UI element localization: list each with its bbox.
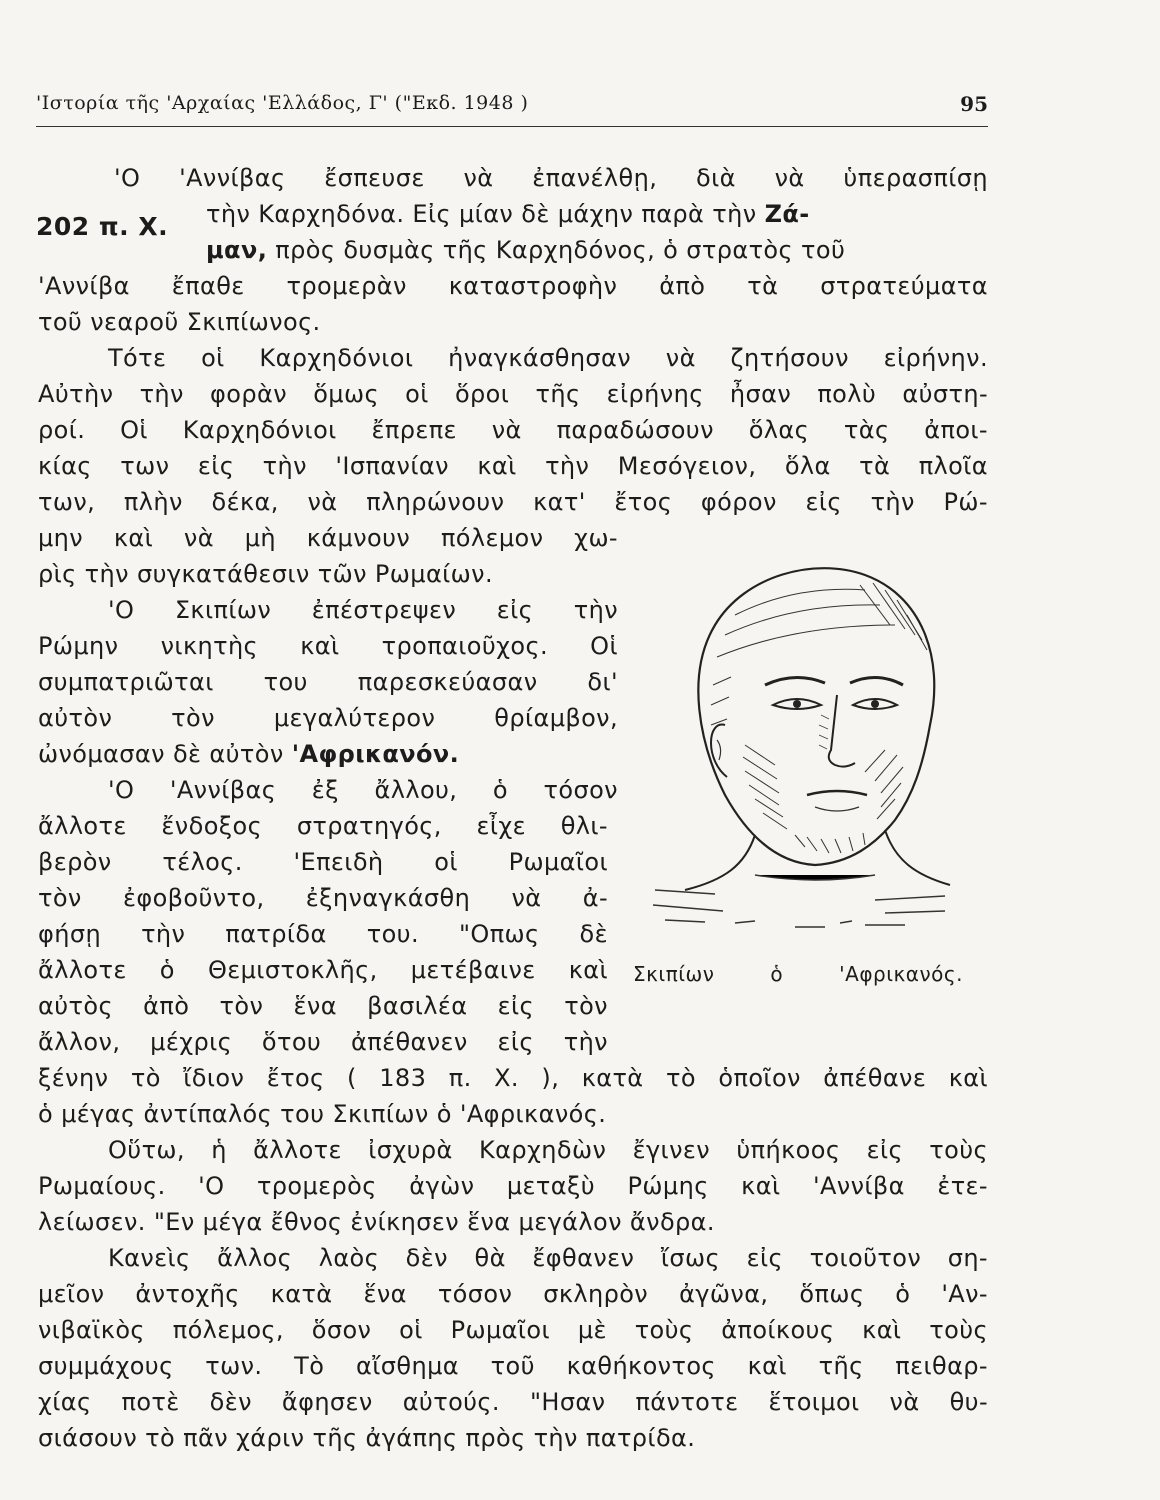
running-title: 'Ιστορία τῆς 'Αρχαίας 'Ελλάδος, Γ' ("Εκδ. 1948 ) <box>36 92 529 114</box>
text-line: αὐτὸς ἀπὸ τὸν ἕνα βασιλέα εἰς τὸν <box>38 992 608 1020</box>
text-segment: τὴν Καρχηδόνα. Εἰς μίαν δὲ μάχην παρὰ τὴν <box>206 200 757 228</box>
text-line: ξένην τὸ ἴδιον ἔτος ( 183 π. Χ. ), κατὰ τὸ ὁποῖον ἀπέθανε καὶ <box>38 1064 988 1092</box>
text-line: ἄλλοτε ἔνδοξος στρατηγός, εἶχε θλι- <box>38 812 608 840</box>
text-line: 'Ο Σκιπίων ἐπέστρεψεν εἰς τὴν <box>108 596 618 624</box>
text-line: 'Ο 'Αννίβας ἐξ ἄλλου, ὁ τόσον <box>108 776 618 804</box>
place-name-bold: Ζά- <box>764 200 810 228</box>
text-line: Τότε οἱ Καρχηδόνιοι ἠναγκάσθησαν νὰ ζητήσουν εἰρήνην. <box>108 344 988 372</box>
text-line: βερὸν τέλος. 'Επειδὴ οἱ Ρωμαῖοι <box>38 848 608 876</box>
text-line <box>206 232 988 268</box>
place-name-bold: μαν, <box>206 236 268 264</box>
figure-caption: Σκιπίων ὁ 'Αφρικανός. <box>633 962 963 986</box>
text-segment: πρὸς δυσμὰς τῆς Καρχηδόνος, ὁ στρατὸς τοῦ <box>275 236 846 264</box>
text-line: χίας ποτὲ δὲν ἄφησεν αὐτούς. "Ησαν πάντοτε ἕτοιμοι νὰ θυ- <box>38 1388 988 1416</box>
text-line: φήσῃ τὴν πατρίδα του. "Οπως δὲ <box>38 920 608 948</box>
text-line: 'Ο 'Αννίβας ἔσπευσε νὰ ἐπανέλθῃ, διὰ νὰ ὑπερασπίσῃ <box>114 164 988 192</box>
text-line: Ρωμαίους. 'Ο τρομερὸς ἀγὼν μεταξὺ Ρώμης καὶ 'Αννίβα ἐτε- <box>38 1172 988 1200</box>
text-line: ροί. Οἱ Καρχηδόνιοι ἔπρεπε νὰ παραδώσουν ὅλας τὰς ἀποι- <box>38 416 988 444</box>
text-line: σιάσουν τὸ πᾶν χάριν τῆς ἀγάπης πρὸς τὴν πατρίδα. <box>38 1424 696 1452</box>
epithet-bold: 'Αφρικανόν. <box>291 740 460 768</box>
text-line: Ρώμην νικητὴς καὶ τροπαιοῦχος. Οἱ <box>38 632 618 660</box>
text-line: τὸν ἐφοβοῦντο, ἐξηναγκάσθη νὰ ἀ- <box>38 884 608 912</box>
text-line: μεῖον ἀντοχῆς κατὰ ἕνα τόσον σκληρὸν ἀγῶνα, ὅπως ὁ 'Αν- <box>38 1280 988 1308</box>
text-line: ὁ μέγας ἀντίπαλός του Σκιπίων ὁ 'Αφρικανός. <box>38 1100 607 1128</box>
text-line: 'Αννίβα ἔπαθε τρομερὰν καταστροφὴν ἀπὸ τὰ στρατεύματα <box>38 272 988 300</box>
text-line: νιβαϊκὸς πόλεμος, ὅσον οἱ Ρωμαῖοι μὲ τοὺς ἀποίκους καὶ τοὺς <box>38 1316 988 1344</box>
text-line: τοῦ νεαροῦ Σκιπίωνος. <box>38 308 321 336</box>
page-header <box>36 92 988 127</box>
text-line: Κανεὶς ἄλλος λαὸς δὲν θὰ ἔφθανεν ἴσως εἰς τοιοῦτον ση- <box>108 1244 988 1272</box>
text-line: ἄλλον, μέχρις ὅτου ἀπέθανεν εἰς τὴν <box>38 1028 608 1056</box>
text-line: λείωσεν. "Εν μέγα ἔθνος ἐνίκησεν ἕνα μεγάλον ἄνδρα. <box>38 1208 715 1236</box>
text-line: Αὐτὴν τὴν φορὰν ὅμως οἱ ὅροι τῆς εἰρήνης ἦσαν πολὺ αὐστη- <box>38 380 988 408</box>
text-line: ἄλλοτε ὁ Θεμιστοκλῆς, μετέβαινε καὶ <box>38 956 608 984</box>
scipio-portrait-illustration <box>645 545 980 945</box>
text-line: ρὶς τὴν συγκατάθεσιν τῶν Ρωμαίων. <box>38 560 494 588</box>
text-line: των, πλὴν δέκα, νὰ πληρώνουν κατ' ἔτος φόρον εἰς τὴν Ρώ- <box>38 488 988 516</box>
page-number: 95 <box>960 92 988 116</box>
text-line: συμμάχους των. Τὸ αἴσθημα τοῦ καθήκοντος καὶ τῆς πειθαρ- <box>38 1352 988 1380</box>
text-line: μην καὶ νὰ μὴ κάμνουν πόλεμον χω- <box>38 524 618 552</box>
portrait-engraving-icon <box>645 545 980 945</box>
text-line: συμπατριῶται του παρεσκεύασαν δι' <box>38 668 618 696</box>
text-segment: ὠνόμασαν δὲ αὐτὸν <box>38 740 284 768</box>
text-line <box>38 736 618 772</box>
text-line: αὐτὸν τὸν μεγαλύτερον θρίαμβον, <box>38 704 618 732</box>
text-line: κίας των εἰς τὴν 'Ισπανίαν καὶ τὴν Μεσόγειον, ὅλα τὰ πλοῖα <box>38 452 988 480</box>
margin-date: 202 π. Χ. <box>36 212 169 241</box>
text-line <box>206 196 988 232</box>
text-line: Οὕτω, ἡ ἄλλοτε ἰσχυρὰ Καρχηδὼν ἔγινεν ὑπήκοος εἰς τοὺς <box>108 1136 988 1164</box>
